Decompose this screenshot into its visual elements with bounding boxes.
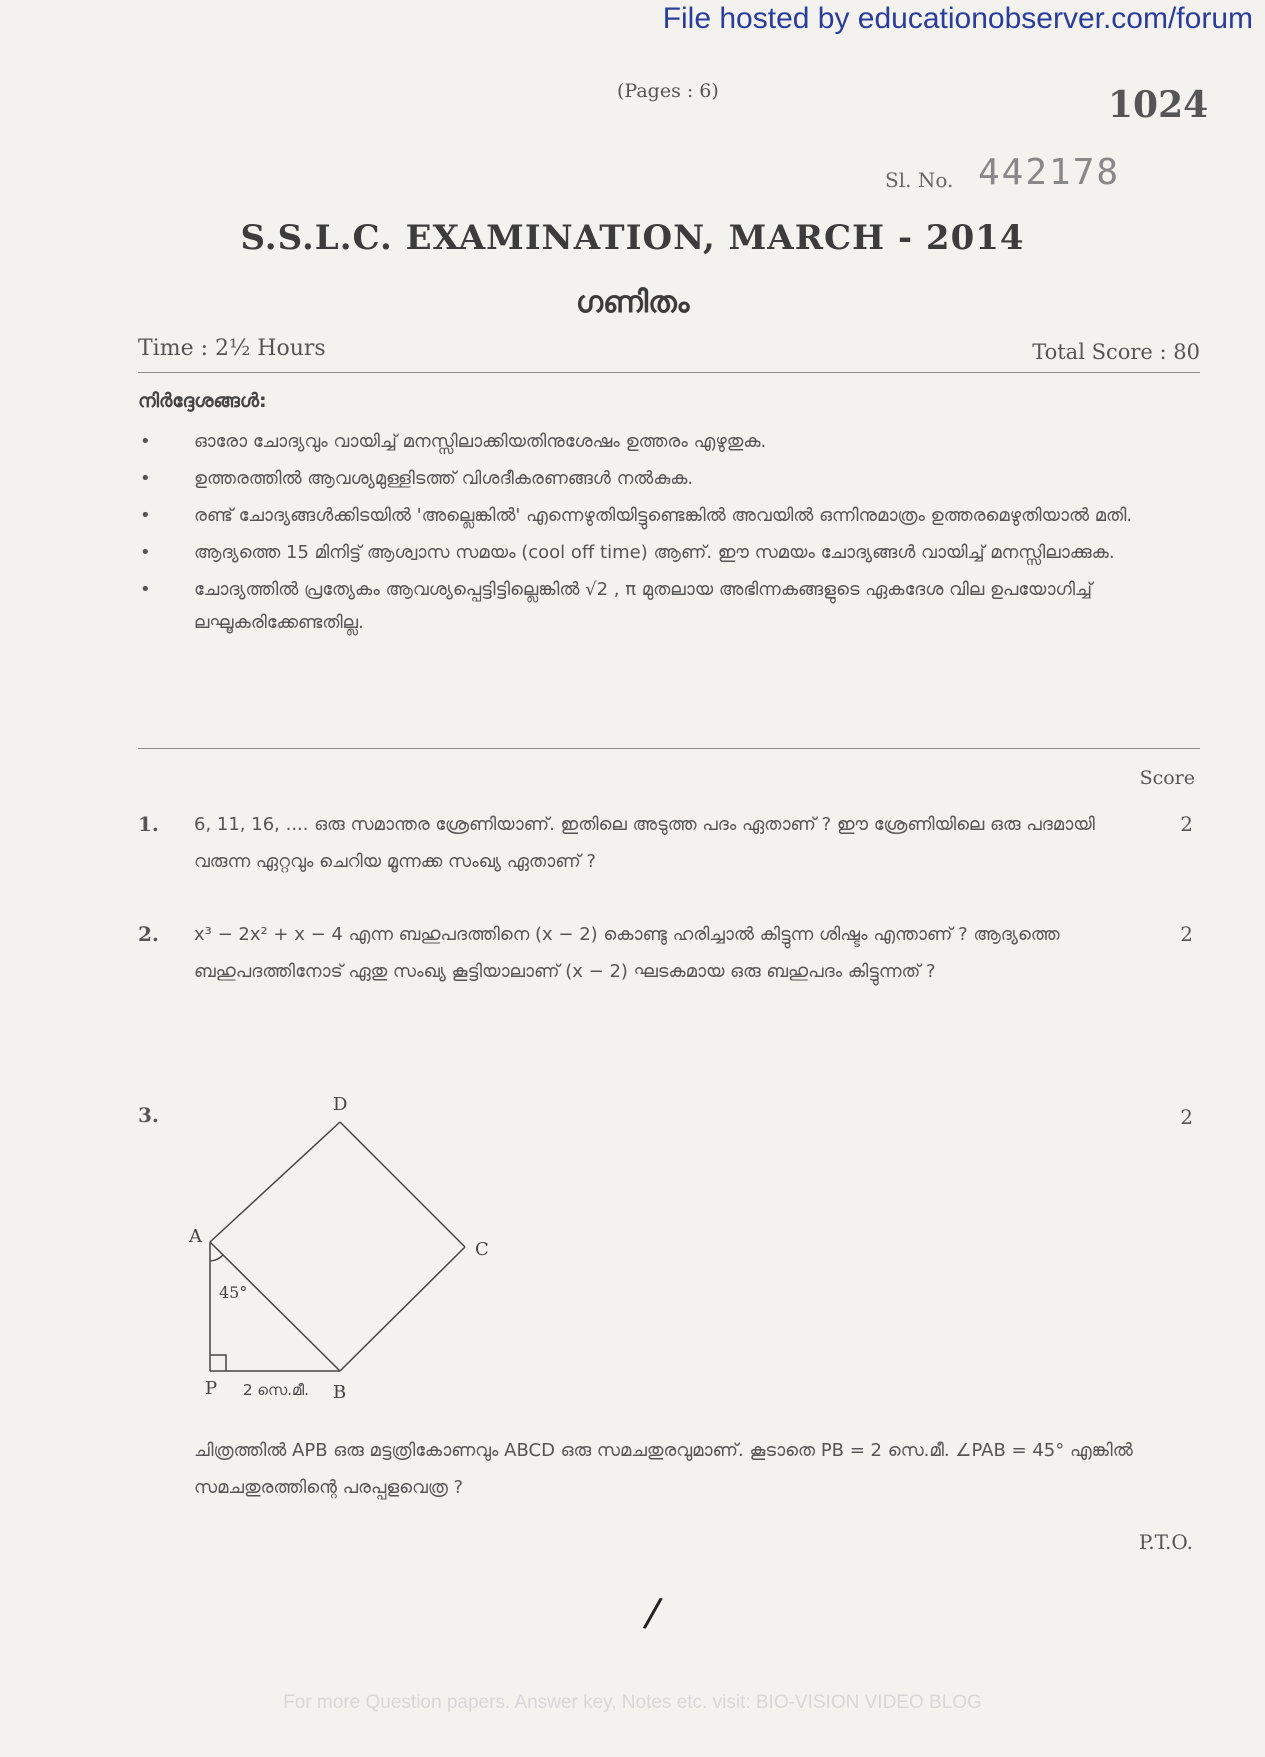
- instructions-list: [138, 425, 1200, 643]
- score-column-heading: Score: [1139, 767, 1195, 789]
- exam-title: S.S.L.C. EXAMINATION, MARCH - 2014: [240, 218, 1025, 258]
- label-a: A: [189, 1226, 202, 1247]
- question-score: 2: [1180, 922, 1193, 946]
- side-cb: [340, 1247, 465, 1371]
- side-length-label: 2 സെ.മീ.: [243, 1381, 309, 1399]
- total-score: Total Score : 80: [1032, 340, 1200, 364]
- bullet-icon: •: [140, 579, 151, 600]
- side-ab: [210, 1242, 340, 1371]
- instruction-item: [138, 536, 1200, 569]
- instruction-text: ഓരോ ചോദ്യവും വായിച്ച് മനസ്സിലാക്കിയതിനുശേഷം ഉത്തരം എഴുതുക.: [194, 431, 767, 452]
- bullet-icon: •: [140, 542, 151, 563]
- instruction-item: [138, 425, 1200, 458]
- bullet-icon: •: [140, 505, 151, 526]
- paper-code: 1024: [1108, 84, 1209, 126]
- label-b: B: [333, 1382, 347, 1403]
- right-angle-marker: [210, 1355, 226, 1371]
- question-number: 3.: [138, 1103, 159, 1127]
- bullet-icon: •: [140, 468, 151, 489]
- instruction-item: [138, 499, 1200, 532]
- question-number: 1.: [138, 812, 159, 836]
- label-c: C: [475, 1239, 489, 1260]
- angle-arc: [210, 1255, 223, 1261]
- footer-watermark: For more Question papers. Answer key, Notes etc. visit: BIO-VISION VIDEO BLOG: [283, 1692, 982, 1713]
- question-text: ചിത്രത്തിൽ APB ഒരു മട്ടത്രികോണവും ABCD ഒരു സമചതുരവുമാണ്. കൂടാതെ PB = 2 സെ.മീ. ∠PAB = 45° എങ്കിൽ സമചതുരത്തിന്റെ പരപ്പളവെത്ര ?: [194, 1440, 1133, 1498]
- hosted-by-banner: File hosted by educationobserver.com/forum: [662, 2, 1253, 35]
- please-turn-over: P.T.O.: [1138, 1530, 1193, 1554]
- bullet-icon: •: [140, 431, 151, 452]
- label-d: D: [333, 1094, 348, 1115]
- square-triangle-diagram: [185, 1085, 525, 1415]
- serial-number: 442178: [978, 152, 1121, 193]
- subject-title: ഗണിതം: [575, 285, 690, 320]
- question-score: 2: [1180, 812, 1193, 836]
- instruction-text: രണ്ട് ചോദ്യങ്ങൾക്കിടയിൽ 'അല്ലെങ്കിൽ' എന്നെഴുതിയിട്ടുണ്ടെങ്കിൽ അവയിൽ ഒന്നിനുമാത്രം ഉത്തരമെഴുതിയാൽ മതി.: [194, 505, 1133, 526]
- question-text: 6, 11, 16, .... ഒരു സമാന്തര ശ്രേണിയാണ്. ഇതിലെ അടുത്ത പദം ഏതാണ് ? ഈ ശ്രേണിയിലെ ഒരു പദമായി വരുന്ന ഏറ്റവും ചെറിയ മൂന്നക്ക സംഖ്യ ഏതാണ് ?: [194, 814, 1095, 872]
- instruction-text: ആദ്യത്തെ 15 മിനിട്ട് ആശ്വാസ സമയം (cool off time) ആണ്. ഈ സമയം ചോദ്യങ്ങൾ വായിച്ച് മനസ്സിലാക്കുക.: [194, 542, 1115, 563]
- side-ad: [210, 1122, 340, 1242]
- serial-label: Sl. No.: [885, 168, 954, 192]
- question-number: 2.: [138, 922, 159, 946]
- side-dc: [340, 1122, 465, 1247]
- question-score: 2: [1180, 1105, 1193, 1129]
- page-count: (Pages : 6): [617, 80, 719, 102]
- instructions-heading: നിർദ്ദേശങ്ങൾ:: [138, 390, 267, 412]
- question-text: x³ − 2x² + x − 4 എന്ന ബഹുപദത്തിനെ (x − 2) കൊണ്ടു ഹരിച്ചാൽ കിട്ടുന്ന ശിഷ്ടം എന്താണ് ? ആദ്യത്തെ ബഹുപദത്തിനോട് ഏതു സംഖ്യ കൂട്ടിയാലാണ് (x − 2) ഘടകമായ ഒരു ബഹുപദം കിട്ടുന്നത് ?: [194, 924, 1060, 982]
- label-p: P: [205, 1378, 218, 1399]
- time-allowed: Time : 2½ Hours: [138, 336, 326, 361]
- instruction-item: [138, 573, 1200, 639]
- instruction-text: ഉത്തരത്തിൽ ആവശ്യമുള്ളിടത്ത് വിശദീകരണങ്ങൾ നൽകുക.: [194, 468, 694, 489]
- instruction-text: ചോദ്യത്തിൽ പ്രത്യേകം ആവശ്യപ്പെട്ടിട്ടില്ലെങ്കിൽ √2 , π മുതലായ അഭിന്നകങ്ങളുടെ ഏകദേശ വില ഉപയോഗിച്ച് ലഘൂകരിക്കേണ്ടതില്ല.: [194, 579, 1092, 633]
- header-divider: [138, 372, 1200, 373]
- instruction-item: [138, 462, 1200, 495]
- instructions-divider: [138, 748, 1200, 749]
- pen-mark: /: [641, 1589, 665, 1637]
- angle-label: 45°: [219, 1283, 248, 1302]
